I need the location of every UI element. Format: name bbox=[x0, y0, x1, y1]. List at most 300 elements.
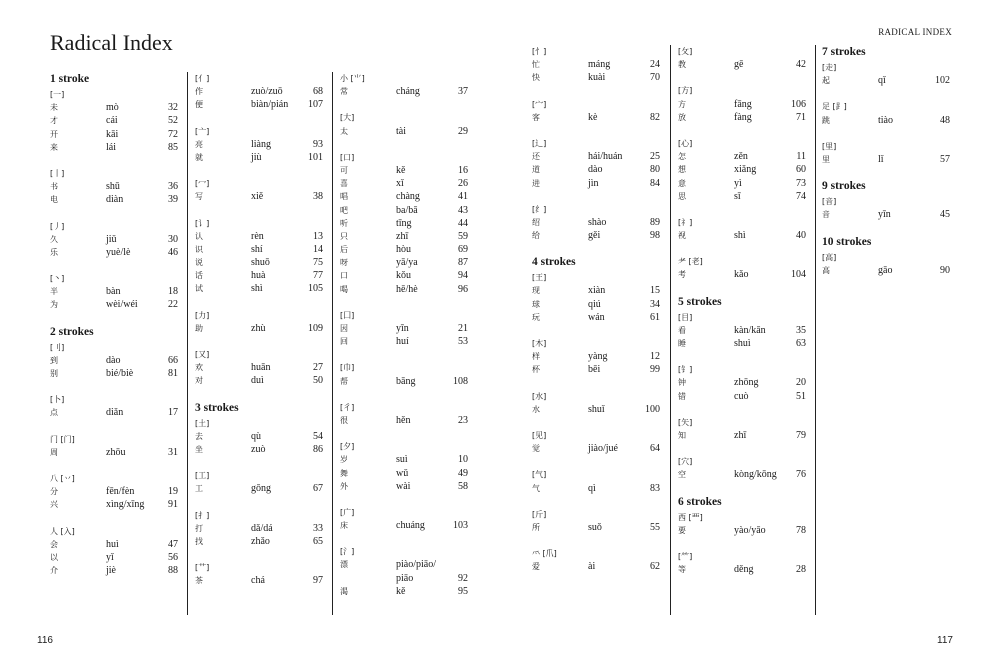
index-entry bbox=[532, 311, 660, 324]
index-entry bbox=[340, 256, 468, 269]
entry-character: 岁 bbox=[340, 455, 348, 465]
entry-character: 久 bbox=[50, 234, 58, 244]
entry-character: 找 bbox=[195, 536, 203, 546]
index-entry bbox=[340, 585, 468, 598]
index-entry bbox=[195, 322, 323, 335]
radical-label: [土] bbox=[195, 418, 210, 428]
entry-character: 乐 bbox=[50, 247, 58, 257]
index-entry bbox=[532, 71, 660, 84]
index-entry bbox=[340, 414, 468, 427]
index-column-2 bbox=[195, 72, 323, 600]
entry-page: 98 bbox=[650, 230, 660, 242]
entry-pinyin: kàn/kān bbox=[734, 324, 766, 336]
entry-character: 识 bbox=[195, 244, 203, 254]
index-entry bbox=[195, 256, 323, 269]
entry-character: 介 bbox=[50, 566, 58, 576]
index-entry bbox=[532, 284, 660, 297]
index-entry bbox=[340, 230, 468, 243]
entry-character: 只 bbox=[340, 231, 348, 241]
entry-page: 13 bbox=[313, 230, 323, 242]
entry-page: 64 bbox=[650, 443, 660, 455]
index-entry bbox=[195, 243, 323, 256]
entry-pinyin: huān bbox=[251, 362, 271, 374]
entry-character: 话 bbox=[195, 271, 203, 281]
entry-pinyin: ba/bā bbox=[396, 204, 418, 216]
radical-group bbox=[340, 401, 468, 427]
radical-label: [钅] bbox=[678, 365, 693, 375]
entry-page: 15 bbox=[650, 285, 660, 297]
radical-group bbox=[50, 341, 178, 381]
entry-character: 书 bbox=[50, 182, 58, 192]
entry-character: 坐 bbox=[195, 444, 203, 454]
radical-label: [丶] bbox=[50, 274, 65, 284]
entry-pinyin: hái/huán bbox=[588, 151, 623, 163]
index-entry bbox=[822, 74, 950, 87]
entry-page: 46 bbox=[168, 246, 178, 258]
entry-pinyin: shuì bbox=[734, 338, 751, 349]
entry-pinyin: jiè bbox=[106, 565, 116, 577]
entry-page: 22 bbox=[168, 299, 178, 311]
entry-pinyin: xiǎng bbox=[734, 164, 757, 176]
index-entry bbox=[678, 111, 806, 124]
entry-pinyin: qiú bbox=[588, 298, 601, 310]
entry-character: 回 bbox=[340, 337, 348, 347]
entry-character: 视 bbox=[678, 231, 686, 241]
radical-label: [巾] bbox=[340, 363, 355, 373]
entry-page: 73 bbox=[796, 177, 806, 189]
entry-character: 知 bbox=[678, 430, 686, 440]
entry-pinyin: diàn bbox=[106, 194, 124, 206]
entry-character: 呀 bbox=[340, 258, 348, 268]
entry-page: 24 bbox=[650, 59, 660, 71]
radical-label: [艹] bbox=[195, 563, 210, 573]
index-entry bbox=[678, 429, 806, 442]
index-entry bbox=[678, 163, 806, 176]
radical-group bbox=[50, 472, 178, 512]
entry-page: 17 bbox=[168, 407, 178, 419]
radical-label: ⺹ [老] bbox=[678, 257, 703, 267]
index-entry bbox=[532, 350, 660, 363]
radical-label: [工] bbox=[195, 471, 210, 481]
entry-pinyin: suì bbox=[396, 454, 408, 466]
radical-label: [氵] bbox=[340, 547, 355, 557]
entry-pinyin: jìn bbox=[588, 177, 599, 189]
entry-pinyin: piāo bbox=[396, 572, 414, 584]
radical-group bbox=[195, 217, 323, 296]
index-entry bbox=[50, 367, 178, 380]
entry-pinyin: rèn bbox=[251, 230, 264, 242]
entry-page: 31 bbox=[168, 446, 178, 458]
entry-page: 58 bbox=[458, 480, 468, 492]
radical-label: [冖] bbox=[195, 179, 210, 189]
entry-character: 到 bbox=[50, 355, 58, 365]
stroke-heading: 1 stroke bbox=[50, 73, 90, 85]
entry-page: 61 bbox=[650, 311, 660, 323]
entry-character: 欢 bbox=[195, 363, 203, 373]
radical-group bbox=[678, 255, 806, 281]
index-entry bbox=[532, 560, 660, 573]
radical-group bbox=[532, 137, 660, 190]
index-column-5 bbox=[678, 45, 806, 589]
entry-pinyin: kǒu bbox=[396, 270, 411, 282]
entry-page: 10 bbox=[458, 454, 468, 466]
index-entry bbox=[678, 268, 806, 281]
radical-group bbox=[195, 417, 323, 457]
entry-pinyin: xìng/xīng bbox=[106, 499, 145, 511]
radical-group bbox=[678, 363, 806, 403]
entry-character: 怎 bbox=[678, 152, 686, 162]
index-entry bbox=[532, 177, 660, 190]
radical-group bbox=[195, 309, 323, 335]
entry-pinyin: jiù bbox=[251, 151, 262, 163]
index-entry bbox=[678, 337, 806, 350]
entry-character: 里 bbox=[822, 154, 830, 164]
radical-group bbox=[678, 45, 806, 71]
index-entry bbox=[50, 285, 178, 298]
entry-pinyin: zhī bbox=[396, 230, 409, 242]
radical-group bbox=[678, 550, 806, 576]
index-entry bbox=[195, 522, 323, 535]
entry-character: 常 bbox=[340, 87, 348, 97]
entry-pinyin: jiào/jué bbox=[588, 443, 618, 455]
stroke-heading: 7 strokes bbox=[822, 46, 866, 58]
radical-group bbox=[50, 525, 178, 578]
entry-page: 92 bbox=[458, 572, 468, 584]
radical-label: [卜] bbox=[50, 395, 65, 405]
entry-page: 48 bbox=[940, 114, 950, 126]
index-entry bbox=[822, 208, 950, 221]
radical-label: 八 [丷] bbox=[50, 473, 75, 483]
index-entry bbox=[678, 563, 806, 576]
index-column-3 bbox=[340, 72, 468, 611]
radical-group bbox=[340, 151, 468, 296]
stroke-heading: 10 strokes bbox=[822, 235, 872, 248]
radical-label: [方] bbox=[678, 86, 693, 96]
entry-character: 跳 bbox=[822, 115, 830, 125]
radical-group bbox=[532, 468, 660, 494]
entry-pinyin: zhù bbox=[251, 322, 266, 334]
index-entry bbox=[340, 204, 468, 217]
entry-pinyin: chàng bbox=[396, 191, 420, 203]
radical-label: ⺤ [爪] bbox=[532, 549, 557, 559]
radical-label: [穴] bbox=[678, 457, 693, 467]
entry-character: 电 bbox=[50, 195, 58, 205]
index-entry bbox=[50, 246, 178, 259]
index-entry bbox=[532, 111, 660, 124]
radical-label: [⺮] bbox=[678, 551, 693, 561]
entry-character: 教 bbox=[678, 60, 686, 70]
entry-pinyin: lái bbox=[106, 141, 116, 153]
entry-character: 进 bbox=[532, 178, 540, 188]
stroke-heading: 2 strokes bbox=[50, 325, 94, 338]
entry-pinyin: gōng bbox=[251, 483, 271, 495]
entry-page: 33 bbox=[313, 522, 323, 534]
index-entry bbox=[532, 403, 660, 416]
radical-group bbox=[195, 509, 323, 549]
entry-character: 才 bbox=[50, 116, 58, 126]
radical-group bbox=[822, 61, 950, 87]
index-entry bbox=[340, 177, 468, 190]
entry-pinyin: kě bbox=[396, 585, 406, 597]
index-entry bbox=[678, 58, 806, 71]
radical-group bbox=[340, 111, 468, 137]
entry-character: 放 bbox=[678, 112, 686, 122]
entry-page: 36 bbox=[168, 181, 178, 193]
entry-character: 后 bbox=[340, 245, 348, 255]
index-entry bbox=[532, 298, 660, 311]
stroke-heading: 9 strokes bbox=[822, 180, 866, 193]
index-entry bbox=[340, 217, 468, 230]
entry-pinyin: zuò bbox=[251, 443, 266, 455]
entry-page: 103 bbox=[453, 520, 468, 532]
radical-group bbox=[822, 195, 950, 221]
radical-label: [宀] bbox=[532, 99, 547, 109]
entry-page: 78 bbox=[796, 524, 806, 536]
index-entry bbox=[532, 58, 660, 71]
index-entry bbox=[195, 151, 323, 164]
entry-page: 18 bbox=[168, 286, 178, 298]
entry-page: 32 bbox=[168, 102, 178, 114]
entry-page: 50 bbox=[313, 375, 323, 387]
entry-page: 21 bbox=[458, 323, 468, 334]
stroke-heading: 5 strokes bbox=[678, 295, 722, 308]
column-divider bbox=[332, 72, 333, 615]
entry-page: 27 bbox=[313, 362, 323, 374]
entry-pinyin: shū bbox=[106, 181, 120, 193]
entry-character: 钟 bbox=[678, 378, 686, 388]
entry-character: 渴 bbox=[340, 586, 348, 596]
entry-pinyin: liàng bbox=[251, 138, 271, 150]
entry-pinyin: shì bbox=[251, 283, 263, 295]
entry-pinyin: fēn/fèn bbox=[106, 486, 135, 498]
radical-group bbox=[532, 508, 660, 534]
radical-group bbox=[532, 429, 660, 455]
index-entry bbox=[195, 443, 323, 456]
index-entry bbox=[50, 446, 178, 459]
entry-character: 茶 bbox=[195, 576, 203, 586]
radical-label: [王] bbox=[532, 273, 547, 283]
index-entry bbox=[532, 521, 660, 534]
entry-character: 外 bbox=[340, 481, 348, 491]
index-entry bbox=[678, 190, 806, 203]
entry-page: 79 bbox=[796, 429, 806, 441]
entry-character: 错 bbox=[678, 391, 686, 401]
entry-page: 90 bbox=[940, 264, 950, 276]
entry-pinyin: gē bbox=[734, 59, 744, 71]
radical-label: 小 [⺌] bbox=[340, 74, 365, 83]
radical-label: [忄] bbox=[532, 47, 547, 56]
entry-character: 道 bbox=[532, 165, 540, 175]
entry-character: 别 bbox=[50, 369, 58, 378]
entry-page: 12 bbox=[650, 351, 660, 363]
index-entry bbox=[678, 150, 806, 163]
entry-page: 95 bbox=[458, 585, 468, 597]
entry-character: 快 bbox=[532, 73, 540, 83]
entry-page: 86 bbox=[313, 443, 323, 455]
index-entry bbox=[50, 298, 178, 311]
radical-label: [扌] bbox=[195, 510, 210, 520]
entry-page: 44 bbox=[458, 217, 468, 229]
entry-page: 11 bbox=[796, 151, 806, 163]
entry-pinyin: wài bbox=[396, 480, 411, 492]
entry-pinyin: lǐ bbox=[878, 153, 884, 165]
radical-label: [亻] bbox=[195, 74, 210, 83]
entry-pinyin: kāi bbox=[106, 128, 119, 140]
radical-label: [矢] bbox=[678, 417, 693, 427]
index-column-4 bbox=[532, 45, 660, 586]
radical-label: [一] bbox=[50, 90, 65, 99]
entry-character: 工 bbox=[195, 484, 203, 494]
radical-group bbox=[678, 455, 806, 481]
entry-character: 以 bbox=[50, 552, 58, 562]
radical-label: [辶] bbox=[532, 138, 547, 148]
radical-group bbox=[532, 547, 660, 573]
index-entry bbox=[532, 442, 660, 455]
entry-character: 绍 bbox=[532, 217, 540, 227]
entry-pinyin: zhī bbox=[734, 429, 747, 441]
entry-pinyin: sī bbox=[734, 190, 741, 202]
entry-pinyin: zhōng bbox=[734, 377, 759, 389]
index-entry bbox=[340, 558, 468, 571]
radical-label: [攵] bbox=[678, 47, 693, 56]
index-entry bbox=[678, 324, 806, 337]
entry-page: 109 bbox=[308, 322, 323, 334]
radical-label: [斤] bbox=[532, 509, 547, 519]
entry-pinyin: cháng bbox=[396, 86, 420, 98]
radical-label: [木] bbox=[532, 339, 547, 348]
entry-pinyin: huì bbox=[106, 538, 119, 550]
radical-group bbox=[822, 140, 950, 166]
radical-label: [里] bbox=[822, 141, 837, 151]
entry-character: 说 bbox=[195, 258, 203, 268]
entry-page: 14 bbox=[313, 243, 323, 255]
entry-pinyin: wán bbox=[588, 311, 605, 323]
entry-character: 便 bbox=[195, 100, 203, 110]
stroke-heading: 6 strokes bbox=[678, 495, 722, 508]
entry-pinyin: chuáng bbox=[396, 520, 425, 532]
index-entry bbox=[340, 335, 468, 348]
entry-character: 气 bbox=[532, 483, 540, 493]
index-entry bbox=[195, 85, 323, 98]
entry-character: 要 bbox=[678, 525, 686, 535]
radical-label: [大] bbox=[340, 113, 355, 123]
entry-page: 23 bbox=[458, 414, 468, 426]
entry-pinyin: kè bbox=[588, 111, 598, 123]
entry-character: 打 bbox=[195, 523, 203, 533]
entry-pinyin: huí bbox=[396, 336, 409, 348]
entry-page: 26 bbox=[458, 178, 468, 190]
entry-character: 亮 bbox=[195, 139, 203, 149]
index-column-1 bbox=[50, 72, 178, 590]
entry-character: 半 bbox=[50, 287, 58, 297]
entry-character: 听 bbox=[340, 218, 348, 228]
radical-label: [广] bbox=[340, 507, 355, 517]
entry-character: 会 bbox=[50, 539, 58, 549]
entry-character: 喜 bbox=[340, 179, 348, 189]
entry-character: 球 bbox=[532, 299, 540, 309]
entry-character: 等 bbox=[678, 565, 686, 575]
radical-group bbox=[340, 545, 468, 598]
entry-character: 玩 bbox=[532, 312, 540, 322]
index-entry bbox=[195, 482, 323, 495]
index-entry bbox=[532, 216, 660, 229]
radical-label: 足 [⻊] bbox=[822, 102, 847, 112]
entry-page: 108 bbox=[453, 375, 468, 387]
entry-pinyin: qǐ bbox=[878, 75, 886, 87]
entry-page: 38 bbox=[313, 191, 323, 203]
entry-page: 59 bbox=[458, 230, 468, 242]
radical-label: [礻] bbox=[678, 217, 693, 227]
entry-pinyin: yǐ bbox=[106, 551, 114, 563]
entry-pinyin: kě bbox=[396, 164, 406, 176]
entry-pinyin: yā/ya bbox=[396, 257, 418, 269]
entry-character: 音 bbox=[822, 210, 830, 220]
radical-label: [丨] bbox=[50, 168, 65, 178]
entry-pinyin: yào/yāo bbox=[734, 524, 766, 536]
index-entry bbox=[822, 114, 950, 127]
entry-page: 43 bbox=[458, 204, 468, 216]
entry-character: 想 bbox=[678, 165, 686, 175]
entry-character: 点 bbox=[50, 408, 58, 418]
entry-character: 给 bbox=[532, 231, 540, 241]
entry-page: 19 bbox=[168, 486, 178, 498]
index-entry bbox=[340, 190, 468, 203]
column-divider bbox=[187, 72, 188, 615]
entry-page: 77 bbox=[313, 270, 323, 282]
entry-page: 30 bbox=[168, 233, 178, 245]
entry-pinyin: yuè/lè bbox=[106, 246, 131, 258]
index-entry bbox=[340, 85, 468, 98]
radical-group bbox=[822, 100, 950, 126]
index-entry bbox=[340, 269, 468, 282]
entry-pinyin: tīng bbox=[396, 217, 412, 229]
radical-label: [高] bbox=[822, 252, 837, 262]
index-entry bbox=[678, 524, 806, 537]
radical-group bbox=[50, 167, 178, 207]
entry-character: 起 bbox=[822, 76, 830, 86]
index-entry bbox=[50, 551, 178, 564]
entry-page: 52 bbox=[168, 115, 178, 127]
entry-pinyin: bāng bbox=[396, 375, 416, 387]
entry-pinyin: yīn bbox=[396, 323, 409, 334]
entry-page: 53 bbox=[458, 336, 468, 348]
entry-character: 可 bbox=[340, 165, 348, 175]
entry-pinyin: ài bbox=[588, 561, 596, 573]
radical-group bbox=[340, 309, 468, 349]
entry-page: 47 bbox=[168, 538, 178, 550]
radical-group bbox=[532, 203, 660, 243]
entry-pinyin: dǎ/dá bbox=[251, 522, 273, 534]
index-entry bbox=[678, 390, 806, 403]
entry-character: 思 bbox=[678, 191, 686, 201]
index-entry bbox=[678, 229, 806, 242]
column-divider bbox=[670, 45, 671, 615]
entry-pinyin: shí bbox=[251, 243, 263, 255]
entry-page: 60 bbox=[796, 164, 806, 176]
entry-page: 84 bbox=[650, 177, 660, 189]
radical-label: [刂] bbox=[50, 342, 65, 352]
entry-page: 25 bbox=[650, 151, 660, 163]
entry-pinyin: bēi bbox=[588, 364, 601, 376]
radical-group bbox=[195, 348, 323, 388]
entry-character: 床 bbox=[340, 521, 348, 531]
index-entry bbox=[678, 376, 806, 389]
entry-pinyin: duì bbox=[251, 375, 264, 387]
index-entry bbox=[50, 233, 178, 246]
radical-label: [讠] bbox=[195, 218, 210, 228]
entry-character: 忙 bbox=[532, 60, 540, 70]
stroke-heading: 3 strokes bbox=[195, 401, 239, 414]
